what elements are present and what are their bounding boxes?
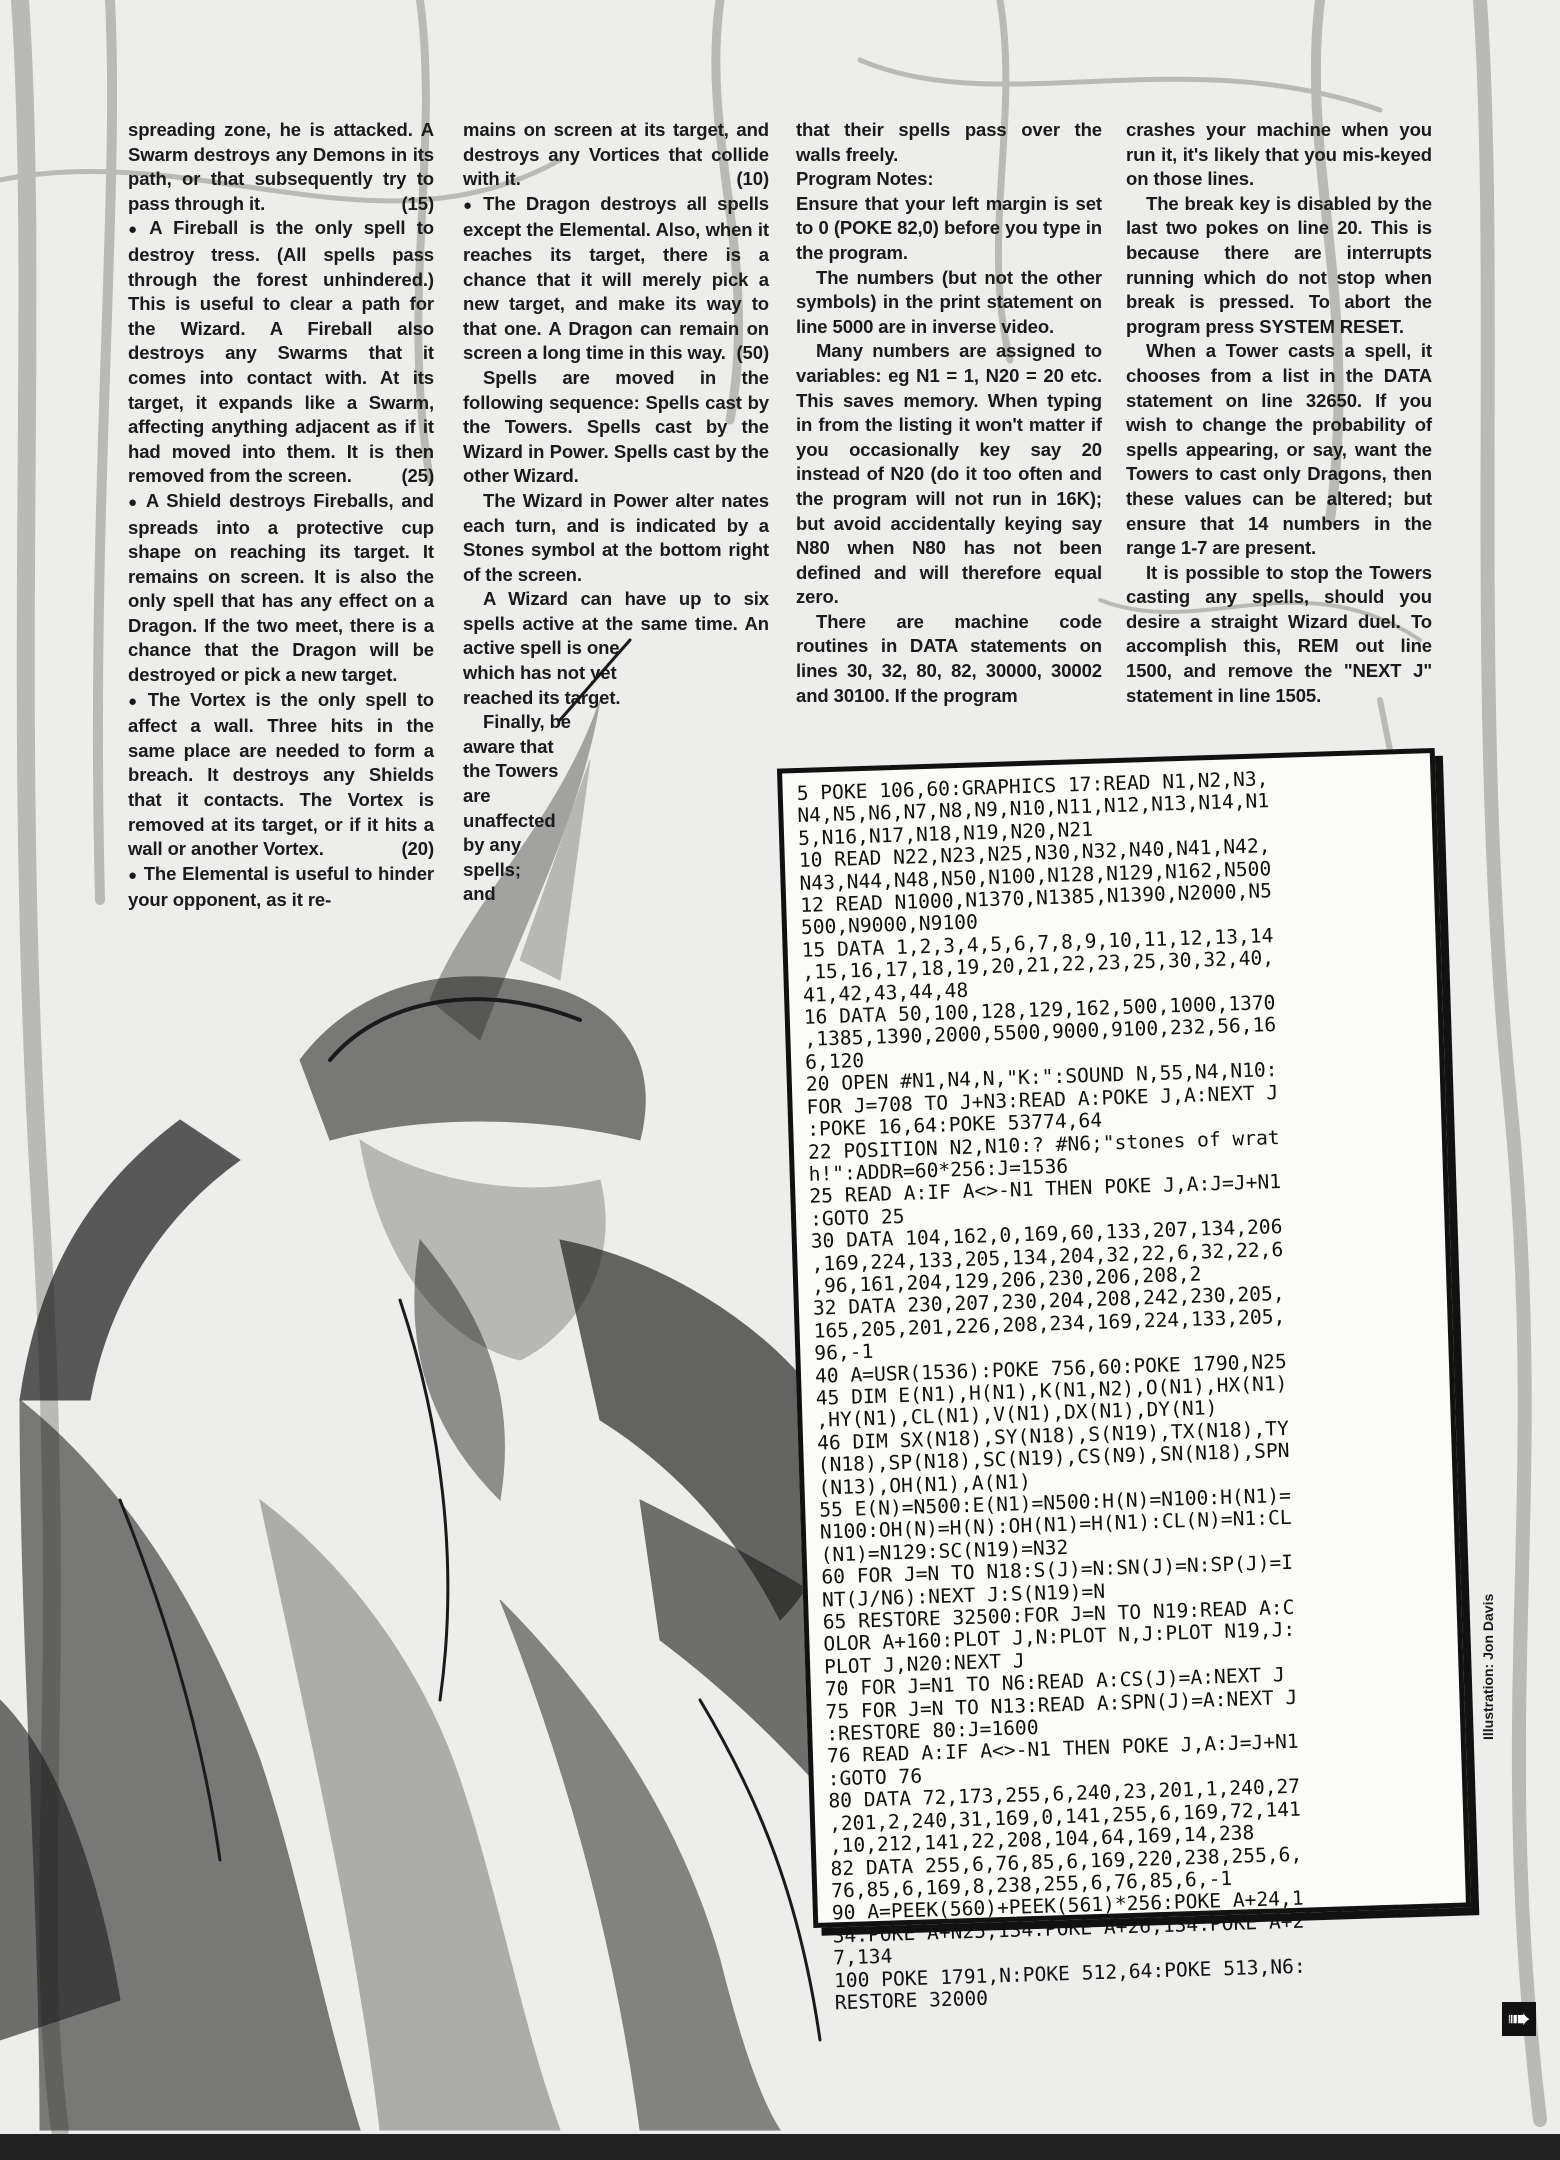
col4-paragraph-tower-spell: When a Tower casts a spell, it chooses from a list in the DATA statement on line 32650. If you wish to change the probability of spells appearing, or say, want the Towers to cast only Dragons, then these values can be altered; but ensure that 14 numbers in the range 1-7 are present.: [1126, 340, 1432, 559]
col2-paragraph-sequence: Spells are moved in the following sequence: Spells cast by the Towers. Spells cast by the Wizard in Power. Spells cast by the other Wizard.: [463, 366, 769, 487]
col1-paragraph-vortex: ● The Vortex is the only spell to affect a wall. Three hits in the same place are needed to form a breach. It destroys any Shields that it contacts. The Vortex is removed at its target, or if it hits a wall or another Vortex. (20): [128, 688, 434, 862]
basic-program-listing: 5 POKE 106,60:GRAPHICS 17:READ N1,N2,N3, N4,N5,N6,N7,N8,N9,N10,N11,N12,N13,N14,N1 5,N16,N17,N18,N19,N20,N21 10 READ N22,N23,N25,N30,N32,N40,N41,N42, N43,N44,N48,N50,N100,N128,N129,N162,N500 12 READ N1000,N1370,N1385,N1390,N2000,N5 500,N9000,N9100 15 DATA 1,2,3,4,5,6,7,8,9,10,11,12,13,14 ,15,16,17,18,19,20,21,22,23,25,30,32,40, 41,42,43,44,48 16 DATA 50,100,128,129,162,500,1000,1370 ,1385,1390,2000,5500,9000,9100,232,56,16 6,120 20 OPEN #N1,N4,N,"K:":SOUND N,55,N4,N10: FOR J=708 TO J+N3:READ A:POKE J,A:NEXT J :POKE 16,64:POKE 53774,64 22 POSITION N2,N10:? #N6;"stones of wrat h!":ADDR=60*256:J=1536 25 READ A:IF A<>-N1 THEN POKE J,A:J=J+N1 :GOTO 25 30 DATA 104,162,0,169,60,133,207,134,206 ,169,224,133,205,134,204,32,22,6,32,22,6 ,96,161,204,129,206,230,206,208,2 32 DATA 230,207,230,204,208,242,230,205, 165,205,201,226,208,234,169,224,133,205, 96,-1 40 A=USR(1536):POKE 756,60:POKE 1790,N25 45 DIM E(N1),H(N1),K(N1,N2),O(N1),HX(N1) ,HY(N1),CL(N1),V(N1),DX(N1),DY(N1) 46 DIM SX(N18),SY(N18),S(N19),TX(N18),TY (N18),SP(N18),SC(N19),CS(N9),SN(N18),SPN (N13),OH(N1),A(N1) 55 E(N)=N500:E(N1)=N500:H(N)=N100:H(N1)= N100:OH(N)=H(N):OH(N1)=H(N1):CL(N)=N1:CL (N1)=N129:SC(N19)=N32 60 FOR J=N TO N18:S(J)=N:SN(J)=N:SP(J)=I NT(J/N6):NEXT J:S(N19)=N 65 RESTORE 32500:FOR J=N TO N19:READ A:C OLOR A+160:PLOT J,N:PLOT N,J:PLOT N19,J: PLOT J,N20:NEXT J 70 FOR J=N1 TO N6:READ A:CS(J)=A:NEXT J 75 FOR J=N TO N13:READ A:SPN(J)=A:NEXT J :RESTORE 80:J=1600 76 READ A:IF A<>-N1 THEN POKE J,A:J=J+N1 :GOTO 76 80 DATA 72,173,255,6,240,23,201,1,240,27 ,201,2,240,31,169,0,141,255,6,169,72,141 ,10,212,141,22,208,104,64,169,14,238 82 DATA 255,6,76,85,6,169,220,238,255,6, 76,85,6,169,8,238,255,6,76,85,6,-1 90 A=PEEK(560)+PEEK(561)*256:POKE A+24,1 34:POKE A+N25,134:POKE A+26,134:POKE A+2 7,134 100 POKE 1791,N:POKE 512,64:POKE 513,N6: RESTORE 32000: [796, 767, 1307, 2015]
col1-paragraph-shield: ● A Shield destroys Fireballs, and spreads into a protective cup shape on reaching its target. It remains on screen. It is also the only spell that has any effect on a Dragon. If the two meet, there is a chance that the Dragon will be destroyed or pick a new target.: [128, 489, 434, 688]
program-notes-heading: Program Notes:: [796, 168, 934, 190]
col3-paragraph: that their spells pass over the walls freely.: [796, 119, 1102, 165]
page-bottom-bar: [0, 2134, 1560, 2160]
col3-paragraph-machine-code: There are machine code routines in DATA statements on lines 30, 32, 80, 82, 30000, 30002 and 30100. If the program: [796, 610, 1102, 706]
col1-paragraph-elemental: ● The Elemental is useful to hinder your opponent, as it re-: [128, 862, 434, 913]
article-column-3: [796, 118, 1102, 708]
col2-paragraph: mains on screen at its target, and destroys any Vortices that collide with it. (10): [463, 119, 769, 190]
article-column-4: [1126, 118, 1432, 708]
col1-paragraph: spreading zone, he is attacked. A Swarm destroys any Demons in its path, or that subsequently try to pass through it. (15): [128, 119, 434, 214]
col3-paragraph-variables: Many numbers are assigned to variables: eg N1 = 1, N20 = 20 etc. This saves memory. When typing in from the listing it won't matter if you occasionally key say 20 instead of N20 (do it too often and the program will not run in 16K); but avoid accidentally keying say N80 when N80 has not been defined and will therefore equal zero.: [796, 340, 1102, 608]
col4-paragraph: crashes your machine when you run it, it's likely that you mis-keyed on those lines.: [1126, 119, 1432, 190]
illustration-credit: Illustration: Jon Davis: [1480, 1593, 1496, 1740]
col2-wrap-text: which has not yet reached its target. Finally, be aware that the Towers are unaffected by any spells; and: [463, 662, 621, 905]
col4-paragraph-duel: It is possible to stop the Towers casting any spells, should you desire a straight Wizard duel. To accomplish this, REM out line 1500, and remove the "NEXT J" statement in line 1505.: [1126, 561, 1432, 706]
arrow-continue-icon: ➠: [1502, 2002, 1536, 2036]
program-listing-box: [777, 748, 1471, 2015]
col1-paragraph-fireball: ● A Fireball is the only spell to destroy tress. (All spells pass through the forest unhindered.) This is useful to clear a path for the Wizard. A Fireball also destroys any Swarms that it comes into contact with. At its target, it expands like a Swarm, affecting anything adjacent as if it had moved into them. It is then removed from the screen. (25): [128, 216, 434, 489]
col2-paragraph-six-spells: A Wizard can have up to six spells active at the same time. An active spell is one: [463, 588, 769, 659]
article-column-2: [463, 118, 769, 907]
col2-paragraph-wizard-power: The Wizard in Power alter nates each turn, and is indicated by a Stones symbol at the bottom right of the screen.: [463, 489, 769, 585]
col3-paragraph-inverse: The numbers (but not the other symbols) in the print statement on line 5000 are in inverse video.: [796, 266, 1102, 337]
col3-paragraph-margin: Ensure that your left margin is set to 0 (POKE 82,0) before you type in the program.: [796, 192, 1102, 263]
article-column-1: [128, 118, 434, 913]
col4-paragraph-break-key: The break key is disabled by the last two pokes on line 20. This is because there are interrupts running which do not stop when break is pressed. To abort the program press SYSTEM RESET.: [1126, 192, 1432, 337]
col2-paragraph-dragon: ● The Dragon destroys all spells except the Elemental. Also, when it reaches its target, there is a chance that it will merely pick a new target, and make its way to that one. A Dragon can remain on screen a long time in this way. (50): [463, 192, 769, 366]
